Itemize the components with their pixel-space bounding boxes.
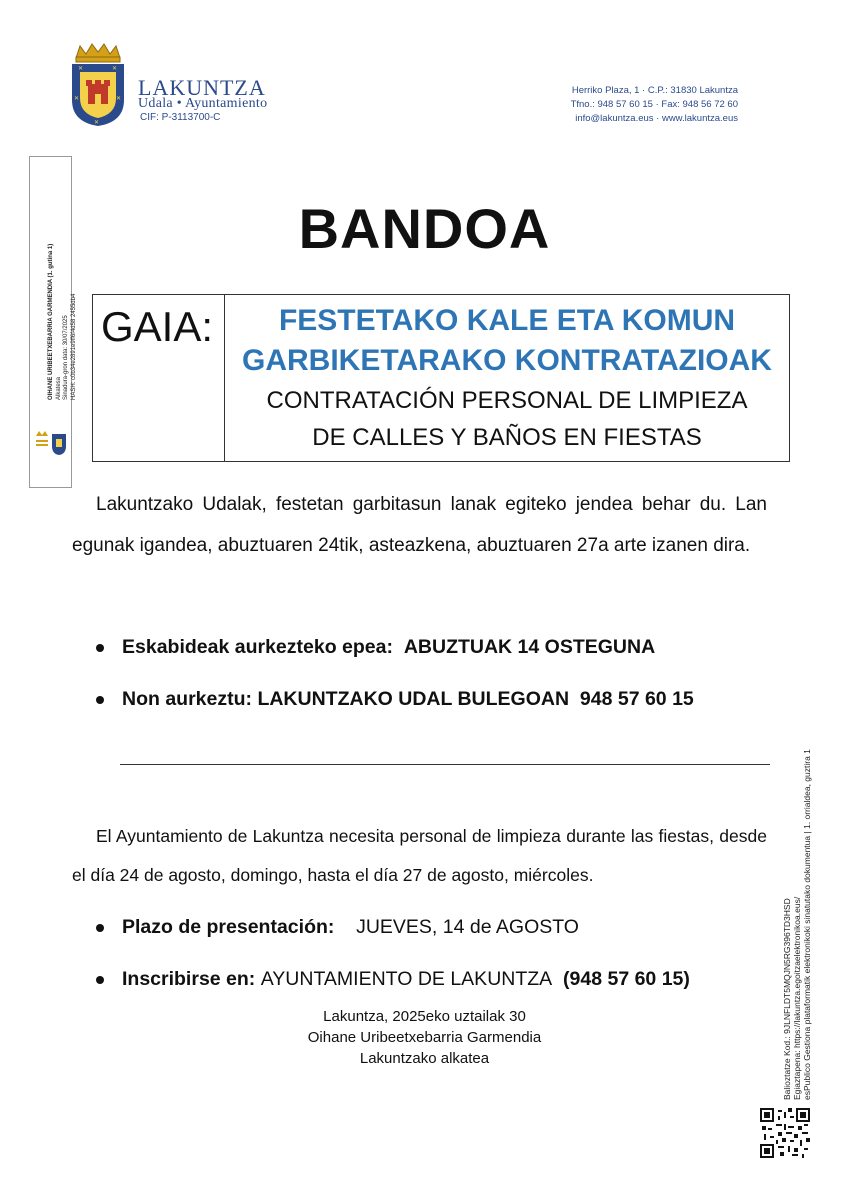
es-where-label: Inscribirse en: bbox=[122, 968, 256, 990]
subject-body bbox=[225, 295, 789, 461]
svg-text:✕: ✕ bbox=[116, 95, 122, 102]
contact-email-web: info@lakuntza.eus · www.lakuntza.eus bbox=[575, 113, 738, 124]
es-deadline-value: JUEVES, 14 de AGOSTO bbox=[356, 916, 579, 938]
svg-text:✕: ✕ bbox=[74, 95, 80, 102]
signature-hash: HASH: c0b34e2891e9ff6f4d58 2455db4 bbox=[70, 293, 77, 400]
es-bullet-deadline bbox=[96, 912, 796, 964]
svg-text:✕: ✕ bbox=[94, 119, 100, 126]
signature-name: OIHANE URIBEETXEBARRIA GARMENDIA (1. gutina 1) bbox=[48, 243, 54, 400]
contact-block bbox=[571, 84, 738, 126]
es-bullet-list bbox=[96, 912, 796, 1016]
es-paragraph: El Ayuntamiento de Lakuntza necesita personal de limpieza durante las fiestas, desde el día 24 de agosto, domingo, hasta el día 27 de agosto, miércoles. bbox=[72, 826, 767, 885]
subject-box bbox=[92, 294, 790, 462]
svg-text:✕: ✕ bbox=[112, 65, 118, 72]
bullet-dot bbox=[96, 976, 104, 984]
eu-paragraph: Lakuntzako Udalak, festetan garbitasun lanak egiteko jendea behar du. Lan egunak igandea, abuztuaren 24tik, asteazkena, abuztuaren 27a arte izanen dira. bbox=[72, 494, 767, 556]
contact-phone: Tfno.: 948 57 60 15 · Fax: 948 56 72 60 bbox=[570, 99, 738, 110]
verification-note: esPublico Gestiona plataformatik elektronikoki sinatutako dokumentua | 1. orrialdea, guztira 1 bbox=[802, 749, 812, 1100]
eu-where-label: Non aurkeztu: bbox=[122, 688, 253, 710]
signoff-block bbox=[0, 1006, 849, 1069]
svg-text:✕: ✕ bbox=[78, 65, 84, 72]
eu-deadline-value: ABUZTUAK 14 OSTEGUNA bbox=[403, 636, 656, 658]
es-where-value: AYUNTAMIENTO DE LAKUNTZA bbox=[260, 968, 553, 990]
org-name: LAKUNTZA bbox=[138, 75, 266, 100]
es-where-phone: (948 57 60 15) bbox=[563, 968, 690, 990]
org-cif: CIF: P-3113700-C bbox=[140, 112, 221, 123]
signature-seal-icon bbox=[34, 430, 68, 456]
verification-code: Balioztatze Kod.: 9JLNFLDT5MQJN5RG396TD3HSD bbox=[782, 898, 792, 1100]
contact-address: Herriko Plaza, 1 · C.P.: 31830 Lakuntza bbox=[571, 85, 738, 96]
eu-where-phone: 948 57 60 15 bbox=[579, 688, 694, 710]
eu-bullet-deadline bbox=[96, 632, 796, 684]
subject-eu-line-2: GARBIKETARAKO KONTRATAZIOAK bbox=[242, 344, 772, 377]
signature-date: Sinadura-gron data: 30/07/2025 bbox=[63, 315, 69, 400]
bullet-dot bbox=[96, 924, 104, 932]
signoff-place-date: Lakuntza, 2025eko uztailak 30 bbox=[323, 1008, 526, 1025]
bullet-dot bbox=[96, 644, 104, 652]
divider bbox=[120, 764, 770, 765]
subject-label: GAIA: bbox=[93, 295, 225, 461]
subject-es-line-1: CONTRATACIÓN PERSONAL DE LIMPIEZA bbox=[266, 387, 748, 414]
qr-code-icon[interactable] bbox=[760, 1108, 810, 1158]
coat-of-arms-icon bbox=[68, 40, 128, 128]
eu-bullet-list bbox=[96, 632, 796, 736]
subject-es-line-2: DE CALLES Y BAÑOS EN FIESTAS bbox=[312, 424, 702, 451]
eu-bullet-where bbox=[96, 684, 796, 736]
bullet-dot bbox=[96, 696, 104, 704]
signoff-name: Oihane Uribeetxebarria Garmendia bbox=[307, 1029, 542, 1046]
eu-deadline-label: Eskabideak aurkezteko epea: bbox=[122, 636, 393, 658]
eu-where-value: LAKUNTZAKO UDAL BULEGOAN bbox=[257, 688, 570, 710]
signature-role: Alkatesa bbox=[55, 376, 62, 400]
verification-url: Egiaztapena: https://lakuntza.egoitzaelektronikoa.eus/ bbox=[792, 896, 802, 1100]
signoff-role: Lakuntzako alkatea bbox=[359, 1050, 490, 1067]
es-deadline-label: Plazo de presentación: bbox=[122, 916, 335, 938]
subject-eu-line-1: FESTETAKO KALE ETA KOMUN bbox=[278, 304, 736, 337]
org-subtitle: Udala • Ayuntamiento bbox=[138, 96, 268, 111]
signature-text bbox=[48, 244, 78, 400]
page-title: BANDOA bbox=[298, 197, 551, 260]
